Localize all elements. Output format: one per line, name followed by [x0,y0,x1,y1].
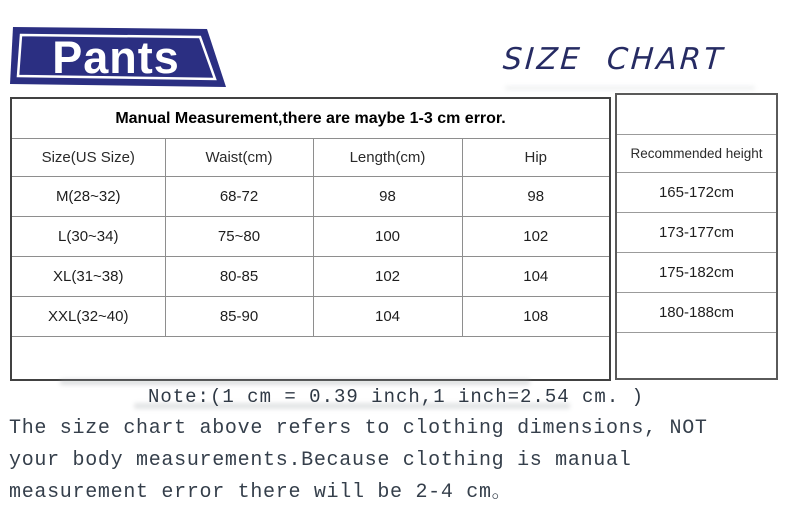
cell-waist-xxl: 85-90 [165,297,313,337]
col-header-recommended-height: Recommended height [616,135,777,173]
table-row-m [11,177,610,217]
size-table [10,97,611,381]
conversion-note: Note:(1 cm = 0.39 inch,1 inch=2.54 cm. ) [147,386,645,408]
disclaimer-paragraph [9,413,789,509]
cell-length-l: 100 [313,217,462,257]
cell-hip-xxl: 108 [462,297,610,337]
cell-waist-xl: 80-85 [165,257,313,297]
size-table-title: Manual Measurement,there are maybe 1-3 cm error. [11,98,610,139]
height-row-m [616,173,777,213]
disclaimer-line-3: measurement error there will be 2-4 cm。 [9,481,513,504]
cell-size-xxl: XXL(32~40) [11,297,165,337]
table-row-xl [11,257,610,297]
disclaimer-line-1: The size chart above refers to clothing dimensions, NOT [9,417,708,440]
cell-height-xxl: 180-188cm [616,293,777,333]
cell-waist-l: 75~80 [165,217,313,257]
col-header-size: Size(US Size) [11,139,165,177]
heading-ghost-artifact [505,86,755,90]
cell-height-xl: 175-182cm [616,253,777,293]
cell-hip-m: 98 [462,177,610,217]
height-row-xxl [616,293,777,333]
height-row-l [616,213,777,253]
table-row-l [11,217,610,257]
cell-size-l: L(30~34) [11,217,165,257]
size-table-empty-cell [11,337,610,381]
cell-height-l: 173-177cm [616,213,777,253]
cell-hip-xl: 104 [462,257,610,297]
cell-length-xxl: 104 [313,297,462,337]
pants-banner [8,20,240,92]
cell-size-xl: XL(31~38) [11,257,165,297]
cell-size-m: M(28~32) [11,177,165,217]
cell-height-m: 165-172cm [616,173,777,213]
disclaimer-line-2: your body measurements.Because clothing is manual [9,449,632,472]
cell-length-xl: 102 [313,257,462,297]
page-title: SIZE CHART [501,42,727,77]
banner-label: Pants [52,32,180,83]
col-header-waist: Waist(cm) [165,139,313,177]
cell-waist-m: 68-72 [165,177,313,217]
recommended-height-table [615,93,778,380]
col-header-hip: Hip [462,139,610,177]
height-row-xl [616,253,777,293]
cell-length-m: 98 [313,177,462,217]
height-table-empty-bottom-cell [616,333,777,380]
col-header-length: Length(cm) [313,139,462,177]
table-row-xxl [11,297,610,337]
cell-hip-l: 102 [462,217,610,257]
height-table-empty-top-cell [616,94,777,135]
table-row-empty [11,337,610,381]
